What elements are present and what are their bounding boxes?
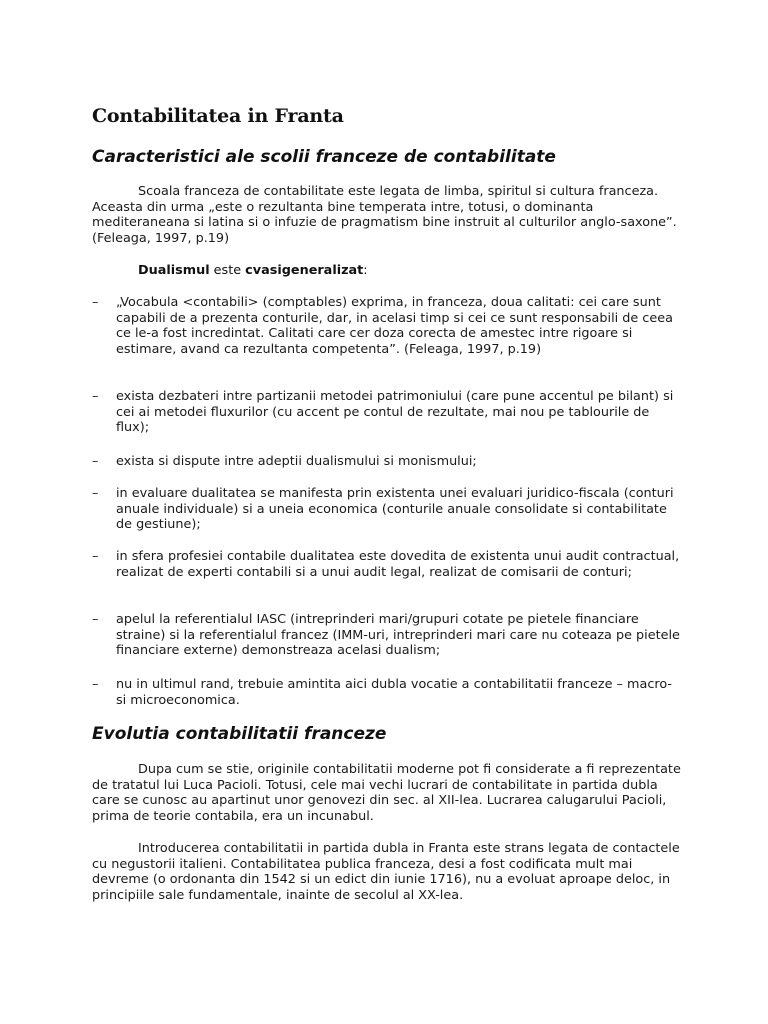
section-heading-characteristics: Caracteristici ale scolii franceze de contabilitate [92,147,556,167]
bullet-dash: – [92,612,99,627]
section-heading-evolution: Evolutia contabilitatii franceze [92,724,387,744]
dualism-colon: : [363,263,368,278]
list-item-text: „Vocabula <contabili> (comptables) exprima, in franceza, doua calitati: cei care sunt capabili de a prezenta conturile, dar, in acelasi timp si cei ce sunt responsabili de ceea ce le-a fost incredintat. Calitati care cer doza corecta de amestec intre rigoare si estimare, avand ca rezultanta competenta”. (Feleaga, 1997, p.19) [116,295,673,357]
list-item-text: nu in ultimul rand, trebuie amintita aici dubla vocatie a contabilitatii franceze – macro- si microeconomica. [116,677,673,708]
evolution-paragraph-1: Dupa cum se stie, originile contabilitatii moderne pot fi considerate a fi reprezentate de tratatul lui Luca Pacioli. Totusi, cele mai vechi lucrari de contabilitate in partida dubla care se cunosc au apartinut unor genovezi din sec. al XII-lea. Lucrarea calugarului Pacioli, prima de teorie contabila, era un incunabul. [92,762,681,824]
intro-paragraph: Scoala franceza de contabilitate este legata de limba, spiritul si cultura franceza. Aceasta din urma „este o rezultanta bine temperata intre, totusi, o dominanta mediteraneana si latina si o infuzie de pragmatism bine instruit al culturilor anglo-saxone”. (Feleaga, 1997, p.19) [92,184,677,246]
bullet-dash: – [92,486,99,501]
bullet-dash: – [92,389,99,404]
page-title: Contabilitatea in Franta [92,105,344,127]
bullet-dash: – [92,549,99,564]
list-item-text: apelul la referentialul IASC (intreprinderi mari/grupuri cotate pe pietele financiare straine) si la referentialul francez (IMM-uri, intreprinderi mari care nu coteaza pe pietele financiare externe) demonstreaza acelasi dualism; [116,612,680,658]
list-item-text: in sfera profesiei contabile dualitatea este dovedita de existenta unui audit contractual, realizat de experti contabili si a unui audit legal, realizat de comisarii de conturi; [116,549,680,580]
list-item-text: in evaluare dualitatea se manifesta prin existenta unei evaluari juridico-fiscala (conturi anuale individuale) si a uneia economica (conturile anuale consolidate si contabilitate de gestiune); [116,486,674,532]
list-item-text: exista si dispute intre adeptii dualismului si monismului; [116,454,477,469]
cvasigeneralizat-term: cvasigeneralizat [245,263,364,278]
dualism-term: Dualismul [138,263,210,278]
dualism-line [138,263,368,279]
dualism-connector: este [209,263,246,278]
list-item-text: exista dezbateri intre partizanii metodei patrimoniului (care pune accentul pe bilant) si cei ai metodei fluxurilor (cu accent pe contul de rezultate, mai nou pe tablourile de flux); [116,389,674,435]
bullet-dash: – [92,295,99,310]
bullet-dash: – [92,677,99,692]
bullet-dash: – [92,454,99,469]
evolution-paragraph-2: Introducerea contabilitatii in partida dubla in Franta este strans legata de contactele cu negustorii italieni. Contabilitatea publica franceza, desi a fost codificata mult mai devreme (o ordonanta din 1542 si un edict din iunie 1716), nu a evoluat aproape deloc, in principiile sale fundamentale, inainte de secolul al XX-lea. [92,841,680,903]
